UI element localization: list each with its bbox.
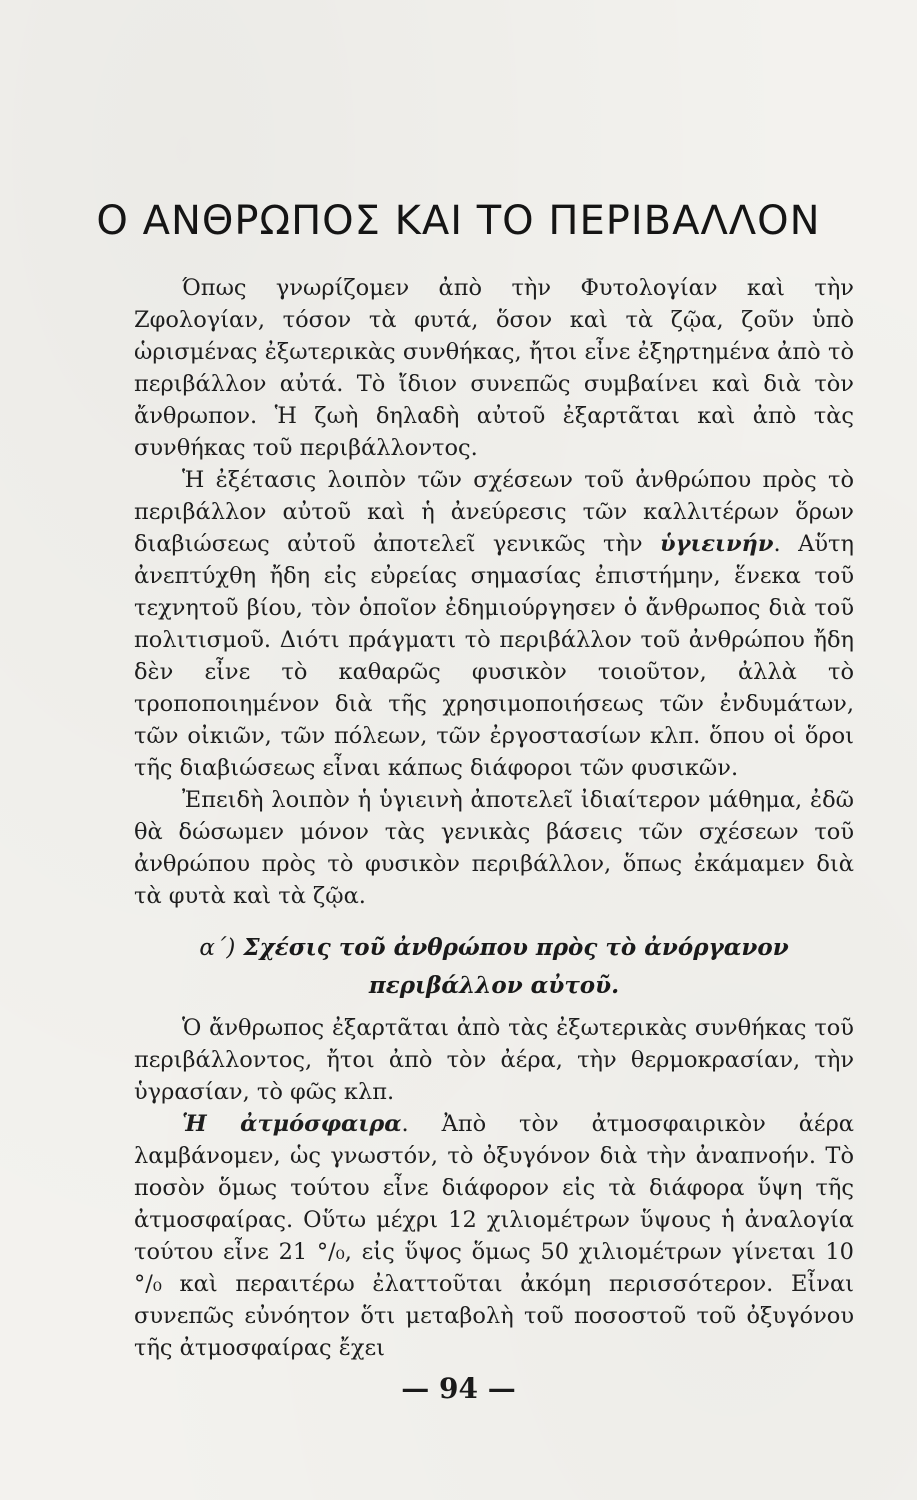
paragraph-2-before: Ἡ ἐξέτασις λοιπὸν τῶν σχέσεων τοῦ ἀνθρώπου πρὸς τὸ περιβάλλον αὐτοῦ καὶ ἡ ἀνεύρεσις τῶν καλλιτέρων ὅρων διαβιώσεως αὐτοῦ ἀποτελεῖ γενικῶς τὴν (134, 467, 854, 557)
intro-text (134, 272, 854, 912)
paragraph-2-after: . Αὕτη ἀνεπτύχθη ἤδη εἰς εὐρείας σημασίας ἐπιστήμην, ἕνεκα τοῦ τεχνητοῦ βίου, τὸν ὁποῖον ἐδημιούργησεν ὁ ἄνθρωπος διὰ τοῦ πολιτισμοῦ. Διότι πράγματι τὸ περιβάλλον τοῦ ἀνθρώπου ἤδη δὲν εἶνε τὸ καθαρῶς φυσικὸν τοιοῦτον, ἀλλὰ τὸ τροποποιημένον διὰ τῆς χρησιμοποιήσεως τῶν ἐνδυμάτων, τῶν οἰκιῶν, τῶν πόλεων, τῶν ἐργοστασίων κλπ. ὅπου οἱ ὅροι τῆς διαβιώσεως εἶναι κάπως διάφοροι τῶν φυσικῶν. (134, 531, 854, 781)
section-heading (134, 929, 854, 1005)
page-number: — 94 — (401, 1372, 516, 1405)
emphasis-atmosphere: Ἡ ἀτμόσφαιρα (182, 1111, 402, 1137)
emphasis-hygiene: ὑγιεινήν (660, 531, 774, 557)
paragraph-5-after: . Ἀπὸ τὸν ἀτμοσφαιρικὸν ἀέρα λαμβάνομεν, ὡς γνωστόν, τὸ ὀξυγόνον διὰ τὴν ἀναπνοήν. Τὸ ποσὸν ὅμως τούτου εἶνε διάφορον εἰς τὰ διάφορα ὕψη τῆς ἀτμοσφαίρας. Οὕτω μέχρι 12 χιλιομέτρων ὕψους ἡ ἀναλογία τούτου εἶνε 21 °/₀, εἰς ὕψος ὅμως 50 χιλιομέτρων γίνεται 10 °/₀ καὶ περαιτέρω ἐλαττοῦται ἀκόμη περισσότερον. Εἶναι συνεπῶς εὐνόητον ὅτι μεταβολὴ τοῦ ποσοστοῦ τοῦ ὀξυγόνου τῆς ἀτμοσφαίρας ἔχει (134, 1111, 854, 1361)
paragraph-2 (134, 464, 854, 784)
paragraph-3: Ἐπειδὴ λοιπὸν ἡ ὑγιεινὴ ἀποτελεῖ ἰδιαίτερον μάθημα, ἐδῶ θὰ δώσωμεν μόνον τὰς γενικὰς βάσεις τῶν σχέσεων τοῦ ἀνθρώπου πρὸς τὸ φυσικὸν περιβάλλον, ὅπως ἐκάμαμεν διὰ τὰ φυτὰ καὶ τὰ ζῷα. (134, 787, 854, 909)
section-label: α΄) (199, 935, 236, 961)
paragraph-1: Όπως γνωρίζομεν ἀπὸ τὴν Φυτολογίαν καὶ τὴν Ζφολογίαν, τόσον τὰ φυτά, ὅσον καὶ τὰ ζῷα, ζοῦν ὑπὸ ὡρισμένας ἐξωτερικὰς συνθήκας, ἤτοι εἶνε ἐξηρτημένα ἀπὸ τὸ περιβάλλον αὐτά. Τὸ ἴδιον συνεπῶς συμβαίνει καὶ διὰ τὸν ἄνθρωπον. Ἡ ζωὴ δηλαδὴ αὐτοῦ ἐξαρτᾶται καὶ ἀπὸ τὰς συνθήκας τοῦ περιβάλλοντος. (134, 275, 854, 461)
section-title: Σχέσις τοῦ ἀνθρώπου πρὸς τὸ ἀνόργανον περιβάλλον αὐτοῦ. (243, 934, 789, 999)
paragraph-4: Ὁ ἄνθρωπος ἐξαρτᾶται ἀπὸ τὰς ἐξωτερικὰς συνθήκας τοῦ περιβάλλοντος, ἤτοι ἀπὸ τὸν ἀέρα, τὴν θερμοκρασίαν, τὴν ὑγρασίαν, τὸ φῶς κλπ. (134, 1015, 854, 1105)
section-text (134, 1012, 854, 1364)
paragraph-5 (134, 1108, 854, 1364)
chapter-title: Ο ΑΝΘΡΩΠΟΣ ΚΑΙ ΤΟ ΠΕΡΙΒΑΛΛΟΝ (96, 198, 821, 244)
